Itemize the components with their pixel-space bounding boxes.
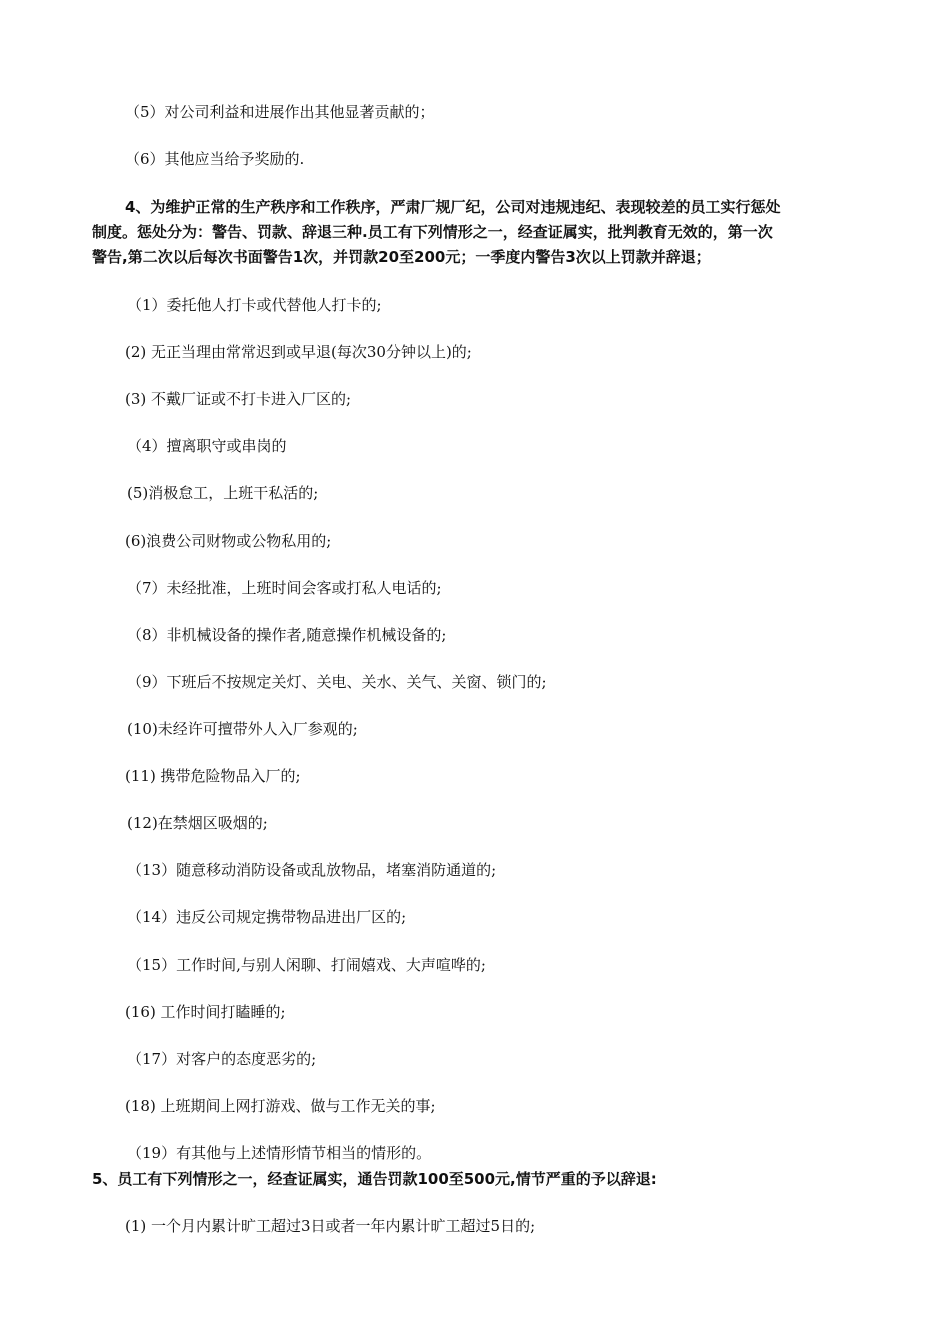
penalty-item-19: （19）有其他与上述情形情节相当的情形的。 xyxy=(127,1144,432,1162)
penalty-item-18: (18) 上班期间上网打游戏、做与工作无关的事; xyxy=(125,1097,436,1115)
penalty-item-13: （13）随意移动消防设备或乱放物品，堵塞消防通道的; xyxy=(127,861,497,879)
penalty-item-6: (6)浪费公司财物或公物私用的; xyxy=(125,532,332,550)
penalty-item-15: （15）工作时间,与别人闲聊、打闹嬉戏、大声喧哗的; xyxy=(127,956,486,974)
penalty-item-16: (16) 工作时间打瞌睡的; xyxy=(125,1003,286,1021)
penalty-item-8: （8）非机械设备的操作者,随意操作机械设备的; xyxy=(127,626,447,644)
penalty-item-9: （9）下班后不按规定关灯、关电、关水、关气、关窗、锁门的; xyxy=(127,673,547,691)
penalty-item-11: (11) 携带危险物品入厂的; xyxy=(125,767,301,785)
penalty-item-3: (3) 不戴厂证或不打卡进入厂区的; xyxy=(125,390,352,408)
section-4-line-3: 警告,第二次以后每次书面警告1次，并罚款20至200元；一季度内警告3次以上罚款并辞退； xyxy=(92,248,711,266)
penalty-item-2: (2) 无正当理由常常迟到或早退(每次30分钟以上)的; xyxy=(125,343,472,361)
reward-item-5: （5）对公司利益和进展作出其他显著贡献的； xyxy=(125,103,435,121)
penalty-item-4: （4）擅离职守或串岗的 xyxy=(127,437,287,455)
penalty-item-10: (10)未经许可擅带外人入厂参观的; xyxy=(127,720,358,738)
section-4-line-2: 制度。惩处分为：警告、罚款、辞退三种.员工有下列情形之一，经查证属实，批判教育无效的，第一次 xyxy=(92,223,773,241)
penalty-item-7: （7）未经批准，上班时间会客或打私人电话的; xyxy=(127,579,442,597)
reward-item-6: （6）其他应当给予奖励的. xyxy=(125,150,305,168)
penalty-item-1: （1）委托他人打卡或代替他人打卡的; xyxy=(127,296,382,314)
penalty-item-17: （17）对客户的态度恶劣的; xyxy=(127,1050,317,1068)
penalty-item-5: (5)消极怠工，上班干私活的; xyxy=(127,484,319,502)
penalty-item-14: （14）违反公司规定携带物品进出厂区的; xyxy=(127,908,407,926)
section-4-line-1: 4、为维护正常的生产秩序和工作秩序，严肃厂规厂纪，公司对违规违纪、表现较差的员工实行惩处 xyxy=(125,198,781,216)
fine-item-1: (1) 一个月内累计旷工超过3日或者一年内累计旷工超过5日的; xyxy=(125,1217,536,1235)
penalty-item-12: (12)在禁烟区吸烟的; xyxy=(127,814,268,832)
section-5-heading: 5、员工有下列情形之一，经查证属实，通告罚款100至500元,情节严重的予以辞退: xyxy=(92,1170,657,1188)
